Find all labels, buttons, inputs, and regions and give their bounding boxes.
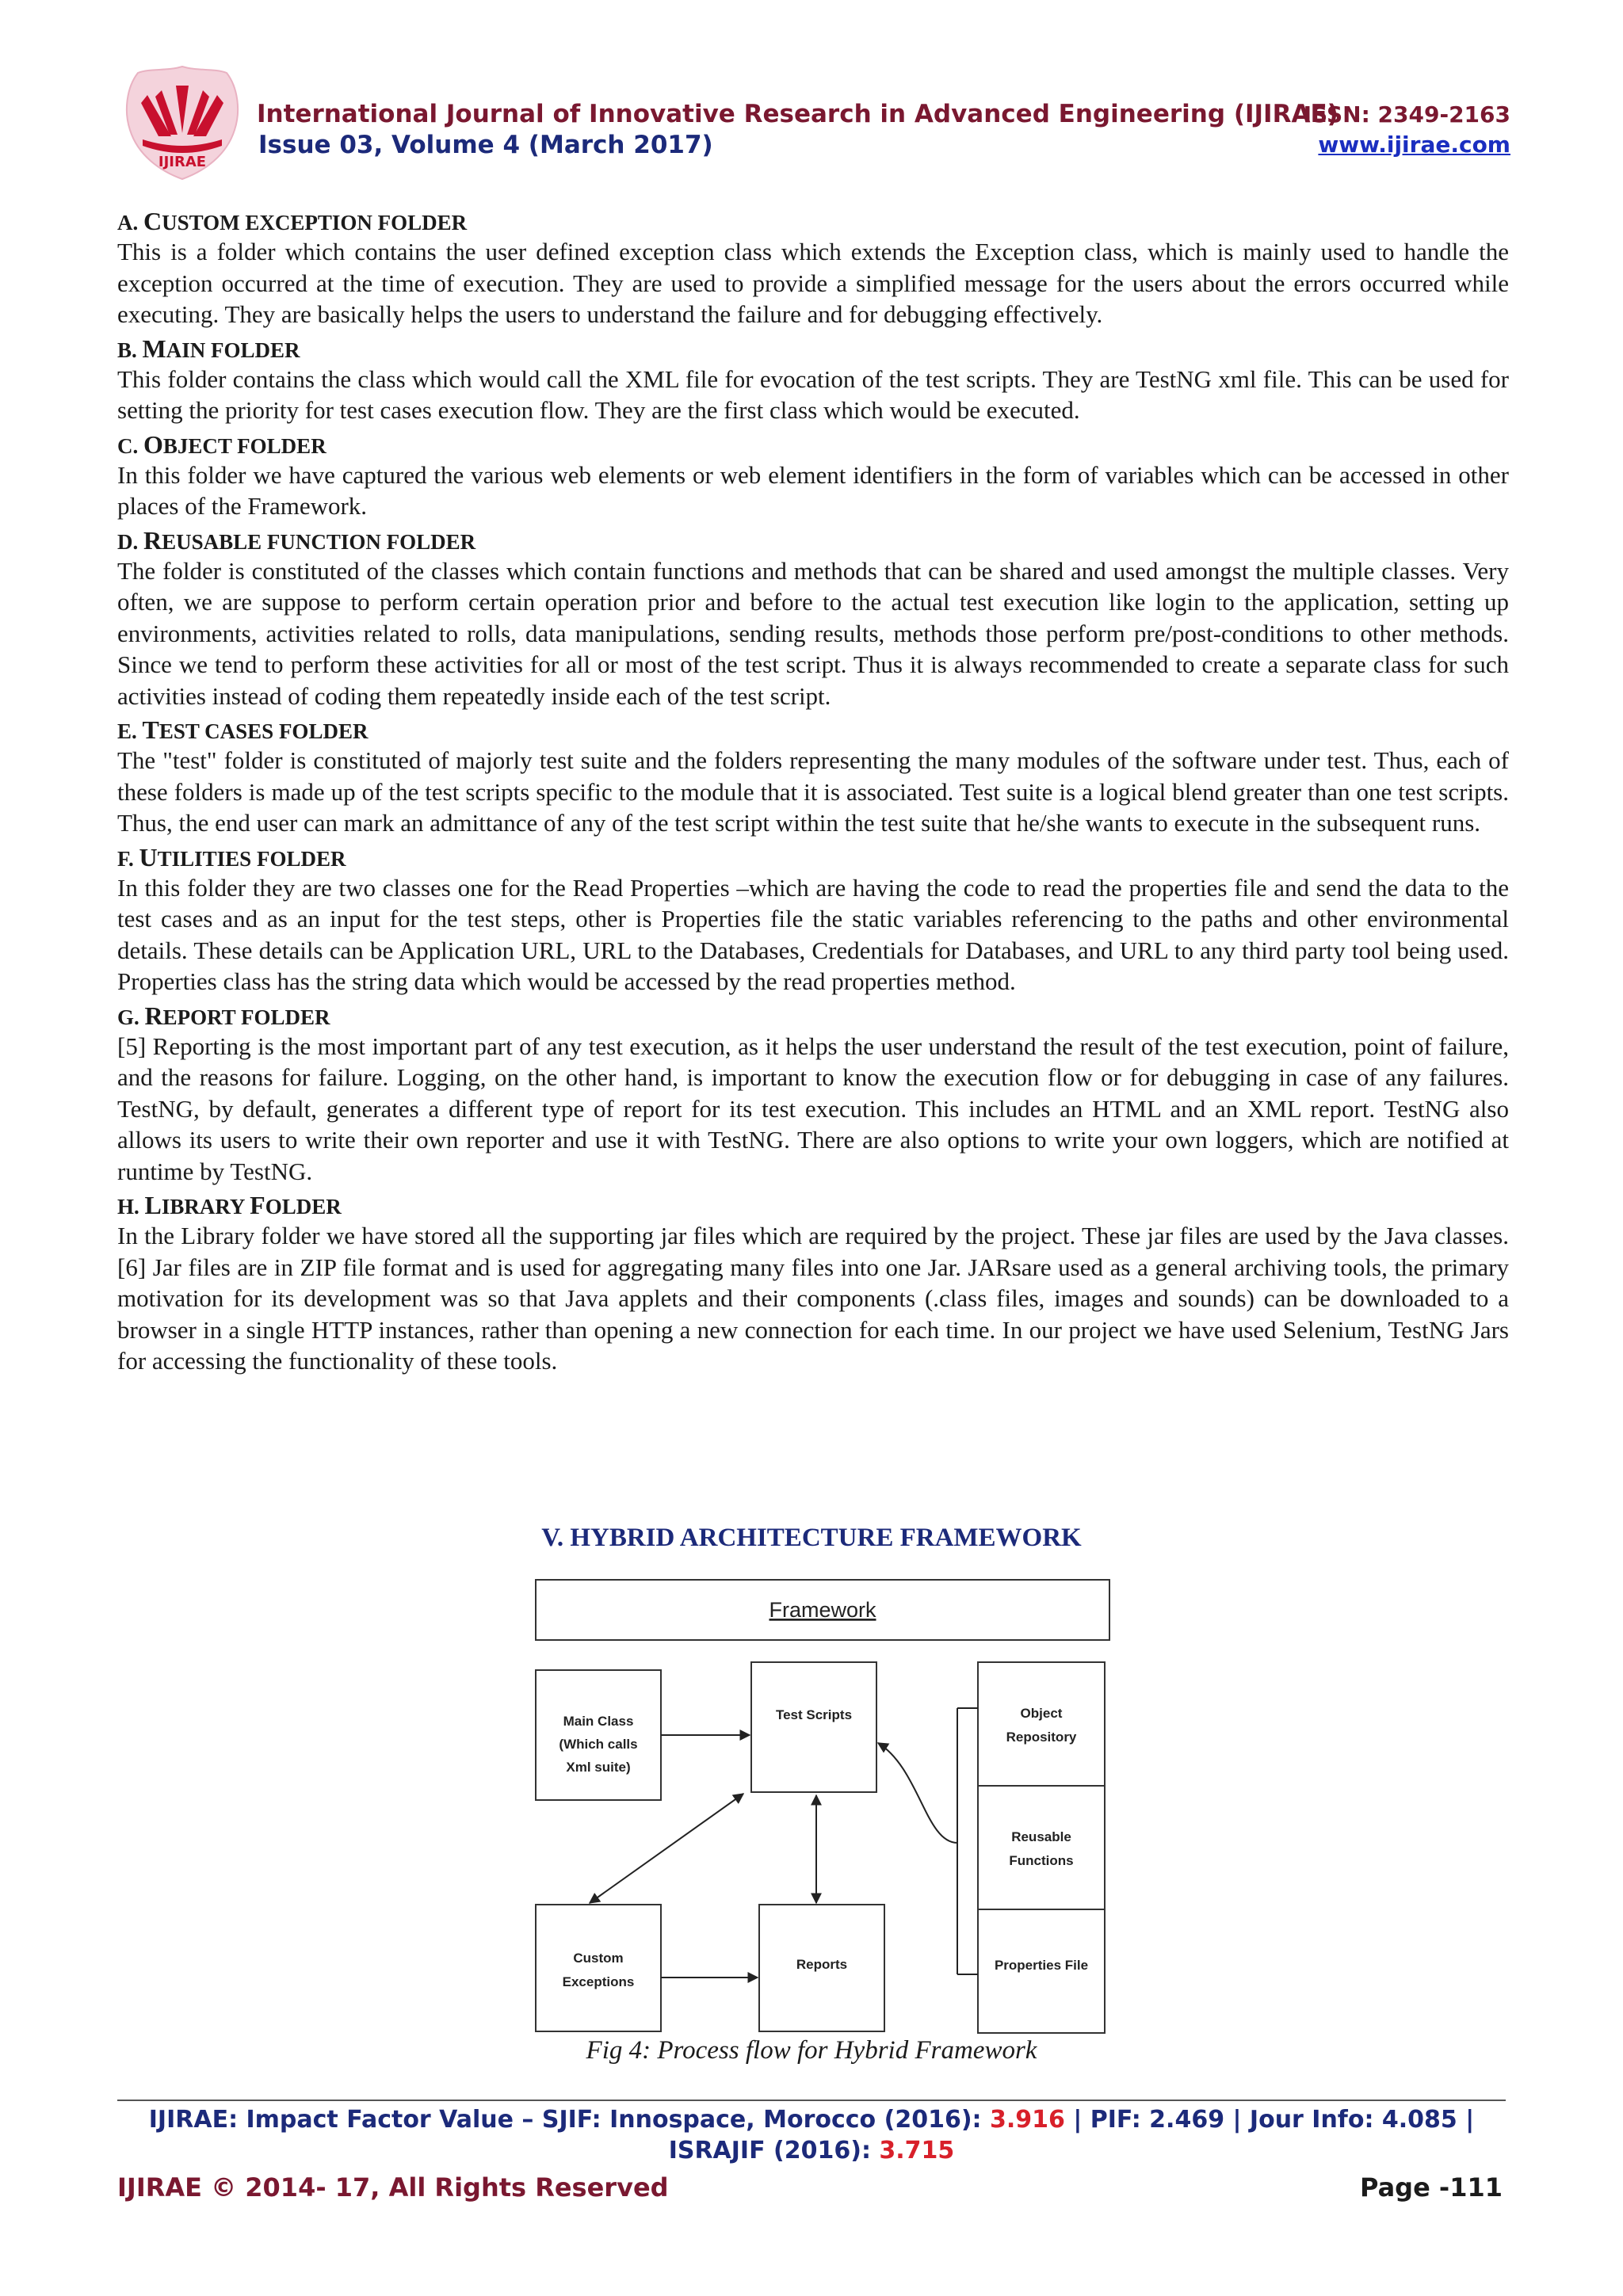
object-repository-label-1: Object <box>1020 1706 1063 1721</box>
impact-factor-line: IJIRAE: Impact Factor Value – SJIF: Innospace, Morocco (2016): 3.916 | PIF: 2.469 | Jour Info: 4.085 | <box>148 2106 1475 2134</box>
section-text: [5] Reporting is the most important part of any test execution, as it helps the user understand the result of the test execution, point of failure, and the reasons for failure. Logging, on the other hand, is important to know the execution flow or for debugging in case of any failures. TestNG, by default, generates a different type of report for its test execution. This includes an HTML and an XML report. TestNG also allows its users to write their own reporter and use it with TestNG. There are also options to write your own loggers, which are notified at runtime by TestNG. <box>117 1032 1509 1185</box>
article-body <box>117 203 1509 1377</box>
custom-exceptions-box <box>536 1905 661 2031</box>
object-repository-label-2: Repository <box>1006 1730 1077 1745</box>
section-text: The "test" folder is constituted of majorly test suite and the folders representing the many modules of the software under test. Thus, each of these folders is made up of the test scripts specific to the module that it is associated. Test suite is a logical blend greater than one test scripts. Thus, the end user can mark an admittance of any of the test script within the test suite that he/she wants to execute in the subsequent runs. <box>117 746 1509 837</box>
section-text: The folder is constituted of the classes which contain functions and methods that can be shared and used amongst the multiple classes. Very often, we are suppose to perform certain operation prior and before to the actual test execution like login to the application, setting up environments, activities related to rolls, data manipulations, sending results, methods those perform pre/post-conditions to other methods. Since we tend to perform these activities for all or most of the test script. Thus it is always recommended to create a separate class for such activities instead of coding them repeatedly inside each of the test script. <box>117 556 1509 710</box>
reusable-functions-box <box>978 1786 1105 1909</box>
reports-label: Reports <box>796 1957 848 1972</box>
section-heading: A. CUSTOM EXCEPTION FOLDER <box>117 207 468 235</box>
journal-issue: Issue 03, Volume 4 (March 2017) <box>258 131 713 159</box>
section-heading: G. REPORT FOLDER <box>117 1001 330 1030</box>
ijirae-logo <box>119 63 246 181</box>
issn: ISSN: 2349-2163 <box>1303 101 1510 128</box>
section-heading: C. OBJECT FOLDER <box>117 429 327 459</box>
properties-file-label: Properties File <box>994 1958 1089 1973</box>
object-repository-box <box>978 1662 1105 1786</box>
journal-header <box>119 48 1514 182</box>
logo-text: IJIRAE <box>158 154 207 170</box>
sjif-value: 3.916 <box>989 2106 1065 2134</box>
section-main-folder <box>117 335 1509 426</box>
section-text: This folder contains the class which would call the XML file for evocation of the test scripts. They are TestNG xml file. This can be used for setting the priority for test cases execution flow. They are the first class which would be executed. <box>117 364 1509 424</box>
israjif-line: ISRAJIF (2016): 3.715 <box>668 2137 955 2164</box>
section-text: In this folder we have captured the various web elements or web element identifiers in the form of variables which can be accessed in other places of the Framework. <box>117 460 1509 520</box>
test-scripts-box <box>751 1662 876 1792</box>
footer-divider <box>117 2100 1506 2101</box>
test-scripts-label: Test Scripts <box>775 1707 853 1722</box>
section-library <box>117 1192 1509 1377</box>
figure-title: V. HYBRID ARCHITECTURE FRAMEWORK <box>541 1524 1082 1552</box>
journal-title: International Journal of Innovative Research in Advanced Engineering (IJIRAE) <box>257 100 1338 128</box>
main-class-label-2: (Which calls <box>559 1737 638 1752</box>
figure-caption: Fig 4: Process flow for Hybrid Framework <box>586 2036 1037 2065</box>
section-heading: F. UTILITIES FOLDER <box>117 842 346 871</box>
section-text: In this folder they are two classes one for the Read Properties –which are having the code to read the properties file and send the data to the test cases and as an input for the test steps, other is Properties file the static variables referencing to the paths and other environmental details. These details can be Application URL, URL to the Databases, Credentials for Databases, and URL to any third party tool being used. Properties class has the string data which would be accessed by the read properties method. <box>117 873 1509 995</box>
section-heading: H. LIBRARY FOLDER <box>117 1191 342 1219</box>
section-reusable-function <box>117 527 1509 712</box>
section-heading: E. TEST CASES FOLDER <box>117 715 369 744</box>
main-class-label-3: Xml suite) <box>566 1760 631 1775</box>
israjif-value: 3.715 <box>879 2137 955 2164</box>
page-number: Page -111 <box>1359 2172 1503 2203</box>
custom-exceptions-label-2: Exceptions <box>562 1974 635 1989</box>
section-heading: B. MAIN FOLDER <box>117 334 300 363</box>
section-report <box>117 1002 1509 1188</box>
section-text: This is a folder which contains the user defined exception class which extends the Exception class, which is mainly used to handle the exception occurred at the time of execution. They are used to provide a simplified message for the users about the errors occurred while executing. They are basically helps the users to understand the failure and for debugging effectively. <box>117 238 1509 328</box>
custom-exceptions-label-1: Custom <box>573 1951 624 1966</box>
copyright: IJIRAE © 2014- 17, All Rights Reserved <box>117 2172 669 2203</box>
section-test-cases <box>117 716 1509 839</box>
framework-label: Framework <box>769 1598 876 1622</box>
reusable-functions-label-2: Functions <box>1009 1853 1074 1868</box>
section-object-folder <box>117 431 1509 522</box>
arrow-scripts-exceptions <box>590 1794 743 1903</box>
hybrid-framework-diagram <box>507 1569 1141 2036</box>
arrow-repos-to-scripts <box>878 1743 957 1843</box>
main-class-box <box>536 1670 661 1800</box>
repository-bracket <box>957 1708 978 1974</box>
main-class-label-1: Main Class <box>563 1714 634 1729</box>
section-heading: D. REUSABLE FUNCTION FOLDER <box>117 525 476 555</box>
section-text: In the Library folder we have stored all the supporting jar files which are required by the project. These jar files are used by the Java classes. [6] Jar files are in ZIP file format and is used for aggregating many files into one Jar. JARsare used as a general archiving tools, the primary motivation for its development was so that Java applets and their components (.class files, images and sounds) can be downloaded to a browser in a single HTTP instances, rather than opening a new connection for each time. In our project we have used Selenium, TestNG Jars for accessing the functionality of these tools. <box>117 1222 1509 1375</box>
section-custom-exception <box>117 208 1509 330</box>
section-utilities <box>117 844 1509 997</box>
reusable-functions-label-1: Reusable <box>1011 1829 1071 1844</box>
website-link[interactable]: www.ijirae.com <box>1318 132 1510 158</box>
